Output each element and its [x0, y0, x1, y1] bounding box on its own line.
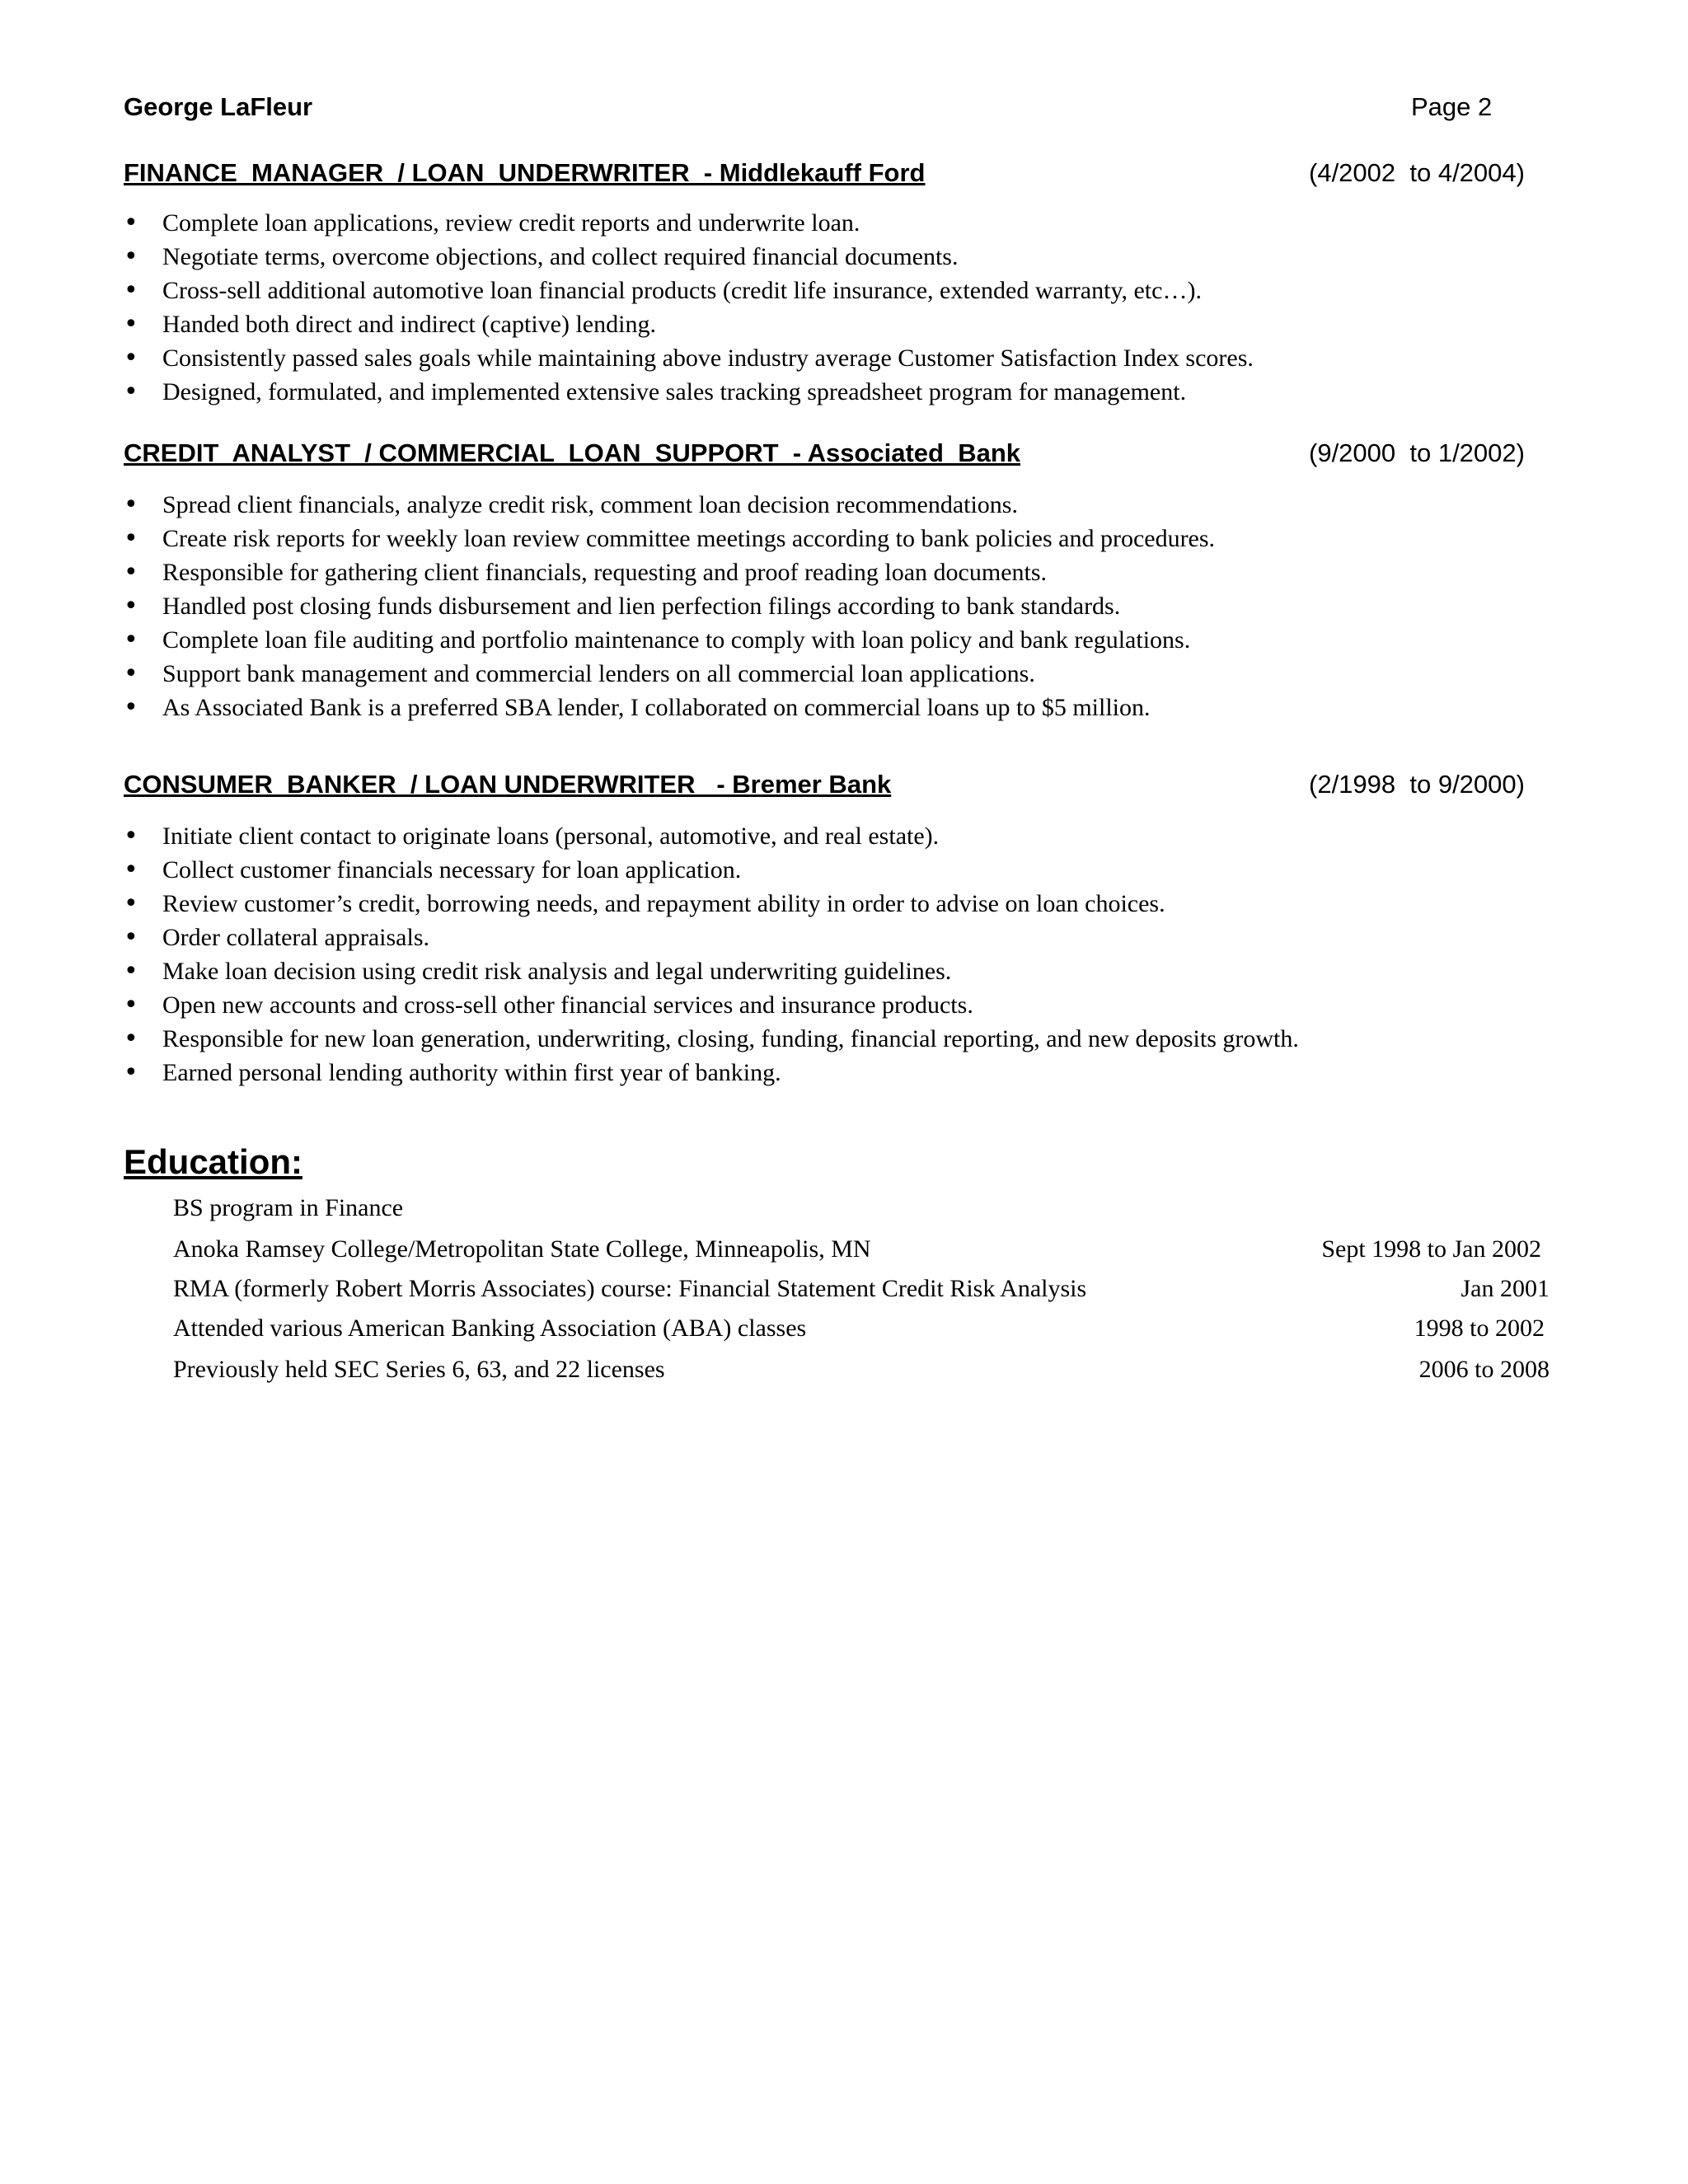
- bullet-icon: •: [124, 693, 138, 722]
- list-item: • Earned personal lending authority within first year of banking.: [124, 1056, 1607, 1090]
- bullet-icon: •: [124, 558, 138, 587]
- job-title-finance-manager: FINANCE MANAGER / LOAN UNDERWRITER - Middlekauff Ford: [124, 158, 926, 187]
- job-duties-consumer-banker: [124, 819, 1607, 1090]
- education-item: Anoka Ramsey College/Metropolitan State College, Minneapolis, MN: [173, 1235, 871, 1263]
- education-date: Sept 1998 to Jan 2002: [1321, 1235, 1541, 1263]
- job-duties-credit-analyst: [124, 488, 1607, 724]
- education-item: Previously held SEC Series 6, 63, and 22 licenses: [173, 1356, 665, 1383]
- list-item: • Negotiate terms, overcome objections, and collect required financial documents.: [124, 240, 1607, 274]
- bullet-icon: •: [124, 310, 138, 339]
- education-date: 1998 to 2002: [1414, 1315, 1545, 1342]
- page-number: Page 2: [1411, 92, 1493, 121]
- list-item: • Support bank management and commercial lenders on all commercial loan applications.: [124, 657, 1607, 691]
- list-item: • Collect customer financials necessary for loan application.: [124, 853, 1607, 887]
- list-item: • Open new accounts and cross-sell other financial services and insurance products.: [124, 988, 1607, 1022]
- list-item: • Handled post closing funds disbursement and lien perfection filings according to bank standards.: [124, 589, 1607, 623]
- list-item: • Consistently passed sales goals while maintaining above industry average Customer Satisfaction Index scores.: [124, 341, 1607, 375]
- bullet-icon: •: [124, 490, 138, 519]
- candidate-name: George LaFleur: [124, 92, 313, 121]
- education-date: 2006 to 2008: [1418, 1356, 1550, 1383]
- bullet-icon: •: [124, 822, 138, 851]
- bullet-icon: •: [124, 659, 138, 688]
- bullet-icon: •: [124, 276, 138, 305]
- education-date: Jan 2001: [1461, 1275, 1550, 1302]
- education-row: [173, 1230, 1550, 1269]
- bullet-icon: •: [124, 923, 138, 952]
- list-item: • Cross-sell additional automotive loan financial products (credit life insurance, extended warranty, etc…).: [124, 274, 1607, 307]
- list-item: • Designed, formulated, and implemented extensive sales tracking spreadsheet program for management.: [124, 375, 1607, 409]
- list-item: • Complete loan file auditing and portfolio maintenance to comply with loan policy and bank regulations.: [124, 623, 1607, 657]
- job-title-consumer-banker: CONSUMER BANKER / LOAN UNDERWRITER - Bremer Bank: [124, 770, 892, 799]
- list-item: • Responsible for gathering client financials, requesting and proof reading loan documents.: [124, 555, 1607, 589]
- education-item: BS program in Finance: [173, 1194, 404, 1221]
- job-dates-consumer-banker: (2/1998 to 9/2000): [1309, 770, 1525, 799]
- list-item: • Review customer’s credit, borrowing needs, and repayment ability in order to advise on loan choices.: [124, 887, 1607, 921]
- bullet-icon: •: [124, 957, 138, 986]
- bullet-icon: •: [124, 1024, 138, 1053]
- list-item: • Initiate client contact to originate loans (personal, automotive, and real estate).: [124, 819, 1607, 853]
- bullet-icon: •: [124, 592, 138, 621]
- bullet-icon: •: [124, 209, 138, 237]
- education-heading: Education:: [124, 1142, 302, 1181]
- list-item: • Responsible for new loan generation, underwriting, closing, funding, financial reporting, and new deposits growth.: [124, 1022, 1607, 1056]
- job-dates-finance-manager: (4/2002 to 4/2004): [1309, 158, 1525, 187]
- bullet-icon: •: [124, 626, 138, 654]
- bullet-icon: •: [124, 991, 138, 1019]
- list-item: • Create risk reports for weekly loan review committee meetings according to bank policies and procedures.: [124, 522, 1607, 555]
- bullet-icon: •: [124, 344, 138, 373]
- bullet-icon: •: [124, 1058, 138, 1087]
- bullet-icon: •: [124, 855, 138, 884]
- job-dates-credit-analyst: (9/2000 to 1/2002): [1309, 438, 1525, 467]
- list-item: • As Associated Bank is a preferred SBA lender, I collaborated on commercial loans up to $5 million.: [124, 691, 1607, 724]
- bullet-icon: •: [124, 242, 138, 271]
- education-row: [173, 1309, 1550, 1348]
- list-item: • Complete loan applications, review credit reports and underwrite loan.: [124, 206, 1607, 240]
- education-row: [173, 1350, 1550, 1390]
- education-item: RMA (formerly Robert Morris Associates) course: Financial Statement Credit Risk Analysis: [173, 1275, 1087, 1302]
- education-row: [173, 1188, 1550, 1228]
- bullet-icon: •: [124, 889, 138, 918]
- list-item: • Handed both direct and indirect (captive) lending.: [124, 307, 1607, 341]
- job-duties-finance-manager: [124, 206, 1607, 409]
- bullet-icon: •: [124, 377, 138, 406]
- list-item: • Make loan decision using credit risk analysis and legal underwriting guidelines.: [124, 954, 1607, 988]
- bullet-icon: •: [124, 524, 138, 553]
- education-item: Attended various American Banking Association (ABA) classes: [173, 1315, 807, 1342]
- education-row: [173, 1269, 1550, 1309]
- list-item: • Order collateral appraisals.: [124, 921, 1607, 954]
- list-item: • Spread client financials, analyze credit risk, comment loan decision recommendations.: [124, 488, 1607, 522]
- job-title-credit-analyst: CREDIT ANALYST / COMMERCIAL LOAN SUPPORT - Associated Bank: [124, 438, 1020, 467]
